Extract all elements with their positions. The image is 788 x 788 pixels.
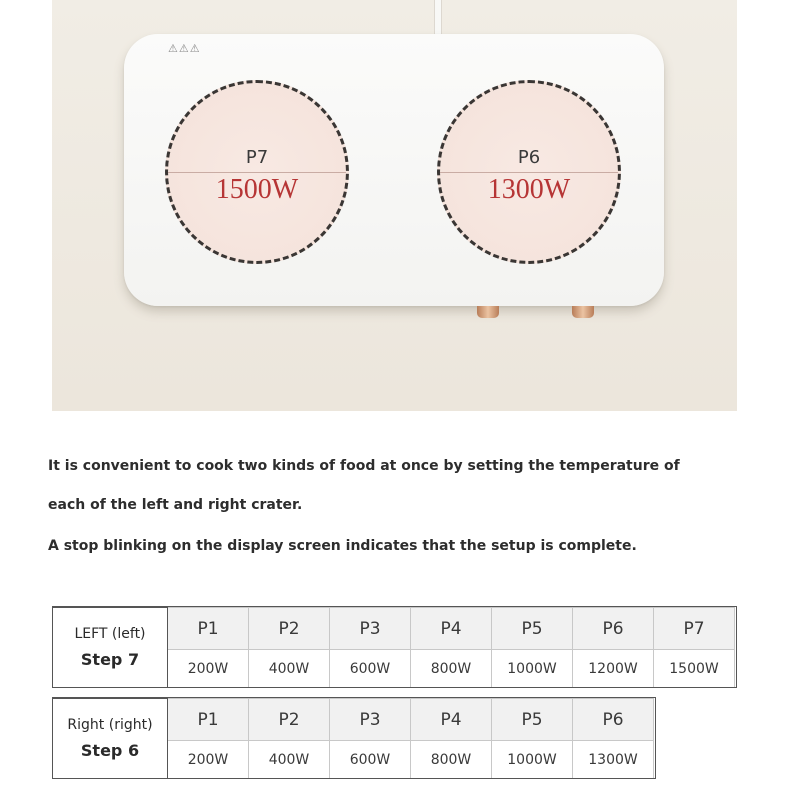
- power-cord: [434, 0, 442, 38]
- burner-left-watts: 1500W: [215, 174, 299, 205]
- watt-cell: 400W: [249, 650, 330, 688]
- level-cell: P1: [168, 608, 249, 650]
- level-cell: P3: [330, 699, 411, 741]
- description-line-3: A stop blinking on the display screen indicates that the setup is complete.: [48, 538, 637, 554]
- table-row: [53, 608, 735, 650]
- product-photo: [52, 0, 737, 411]
- burner-right-level: P6: [517, 147, 541, 168]
- watt-cell: 600W: [330, 650, 411, 688]
- level-cell: P7: [654, 608, 735, 650]
- burner-divider: [440, 172, 618, 173]
- level-cell: P2: [249, 699, 330, 741]
- watt-cell: 1000W: [492, 741, 573, 779]
- level-cell: P1: [168, 699, 249, 741]
- knob-left: [477, 306, 499, 318]
- watt-cell: 800W: [411, 650, 492, 688]
- level-cell: P6: [573, 608, 654, 650]
- watt-cell: 1500W: [654, 650, 735, 688]
- level-cell: P4: [411, 699, 492, 741]
- watt-cell: 200W: [168, 741, 249, 779]
- level-cell: P5: [492, 608, 573, 650]
- level-cell: P5: [492, 699, 573, 741]
- watt-cell: 400W: [249, 741, 330, 779]
- left-power-table: [52, 607, 735, 688]
- level-cell: P4: [411, 608, 492, 650]
- right-table-header: [53, 699, 168, 779]
- right-power-table: [52, 698, 654, 779]
- level-cell: P2: [249, 608, 330, 650]
- table-row: [53, 699, 654, 741]
- watt-cell: 200W: [168, 650, 249, 688]
- burner-left: [165, 80, 349, 264]
- watt-cell: 800W: [411, 741, 492, 779]
- watt-cell: 1300W: [573, 741, 654, 779]
- level-cell: P3: [330, 608, 411, 650]
- watt-cell: 600W: [330, 741, 411, 779]
- burner-left-level: P7: [245, 147, 269, 168]
- description-line-1: It is convenient to cook two kinds of food at once by setting the temperature of: [48, 458, 680, 474]
- burner-right-watts: 1300W: [487, 174, 571, 205]
- left-header-label: LEFT (left): [74, 626, 146, 642]
- knob-right: [572, 306, 594, 318]
- burner-right: [437, 80, 621, 264]
- watt-cell: 1000W: [492, 650, 573, 688]
- right-header-label: Right (right): [67, 717, 153, 733]
- left-step-label: Step 7: [80, 650, 140, 669]
- burner-divider: [168, 172, 346, 173]
- description-line-2: each of the left and right crater.: [48, 497, 303, 513]
- warning-triangle-icons: ⚠⚠⚠: [168, 42, 201, 55]
- watt-cell: 1200W: [573, 650, 654, 688]
- level-cell: P6: [573, 699, 654, 741]
- left-table-header: [53, 608, 168, 688]
- right-step-label: Step 6: [80, 741, 140, 760]
